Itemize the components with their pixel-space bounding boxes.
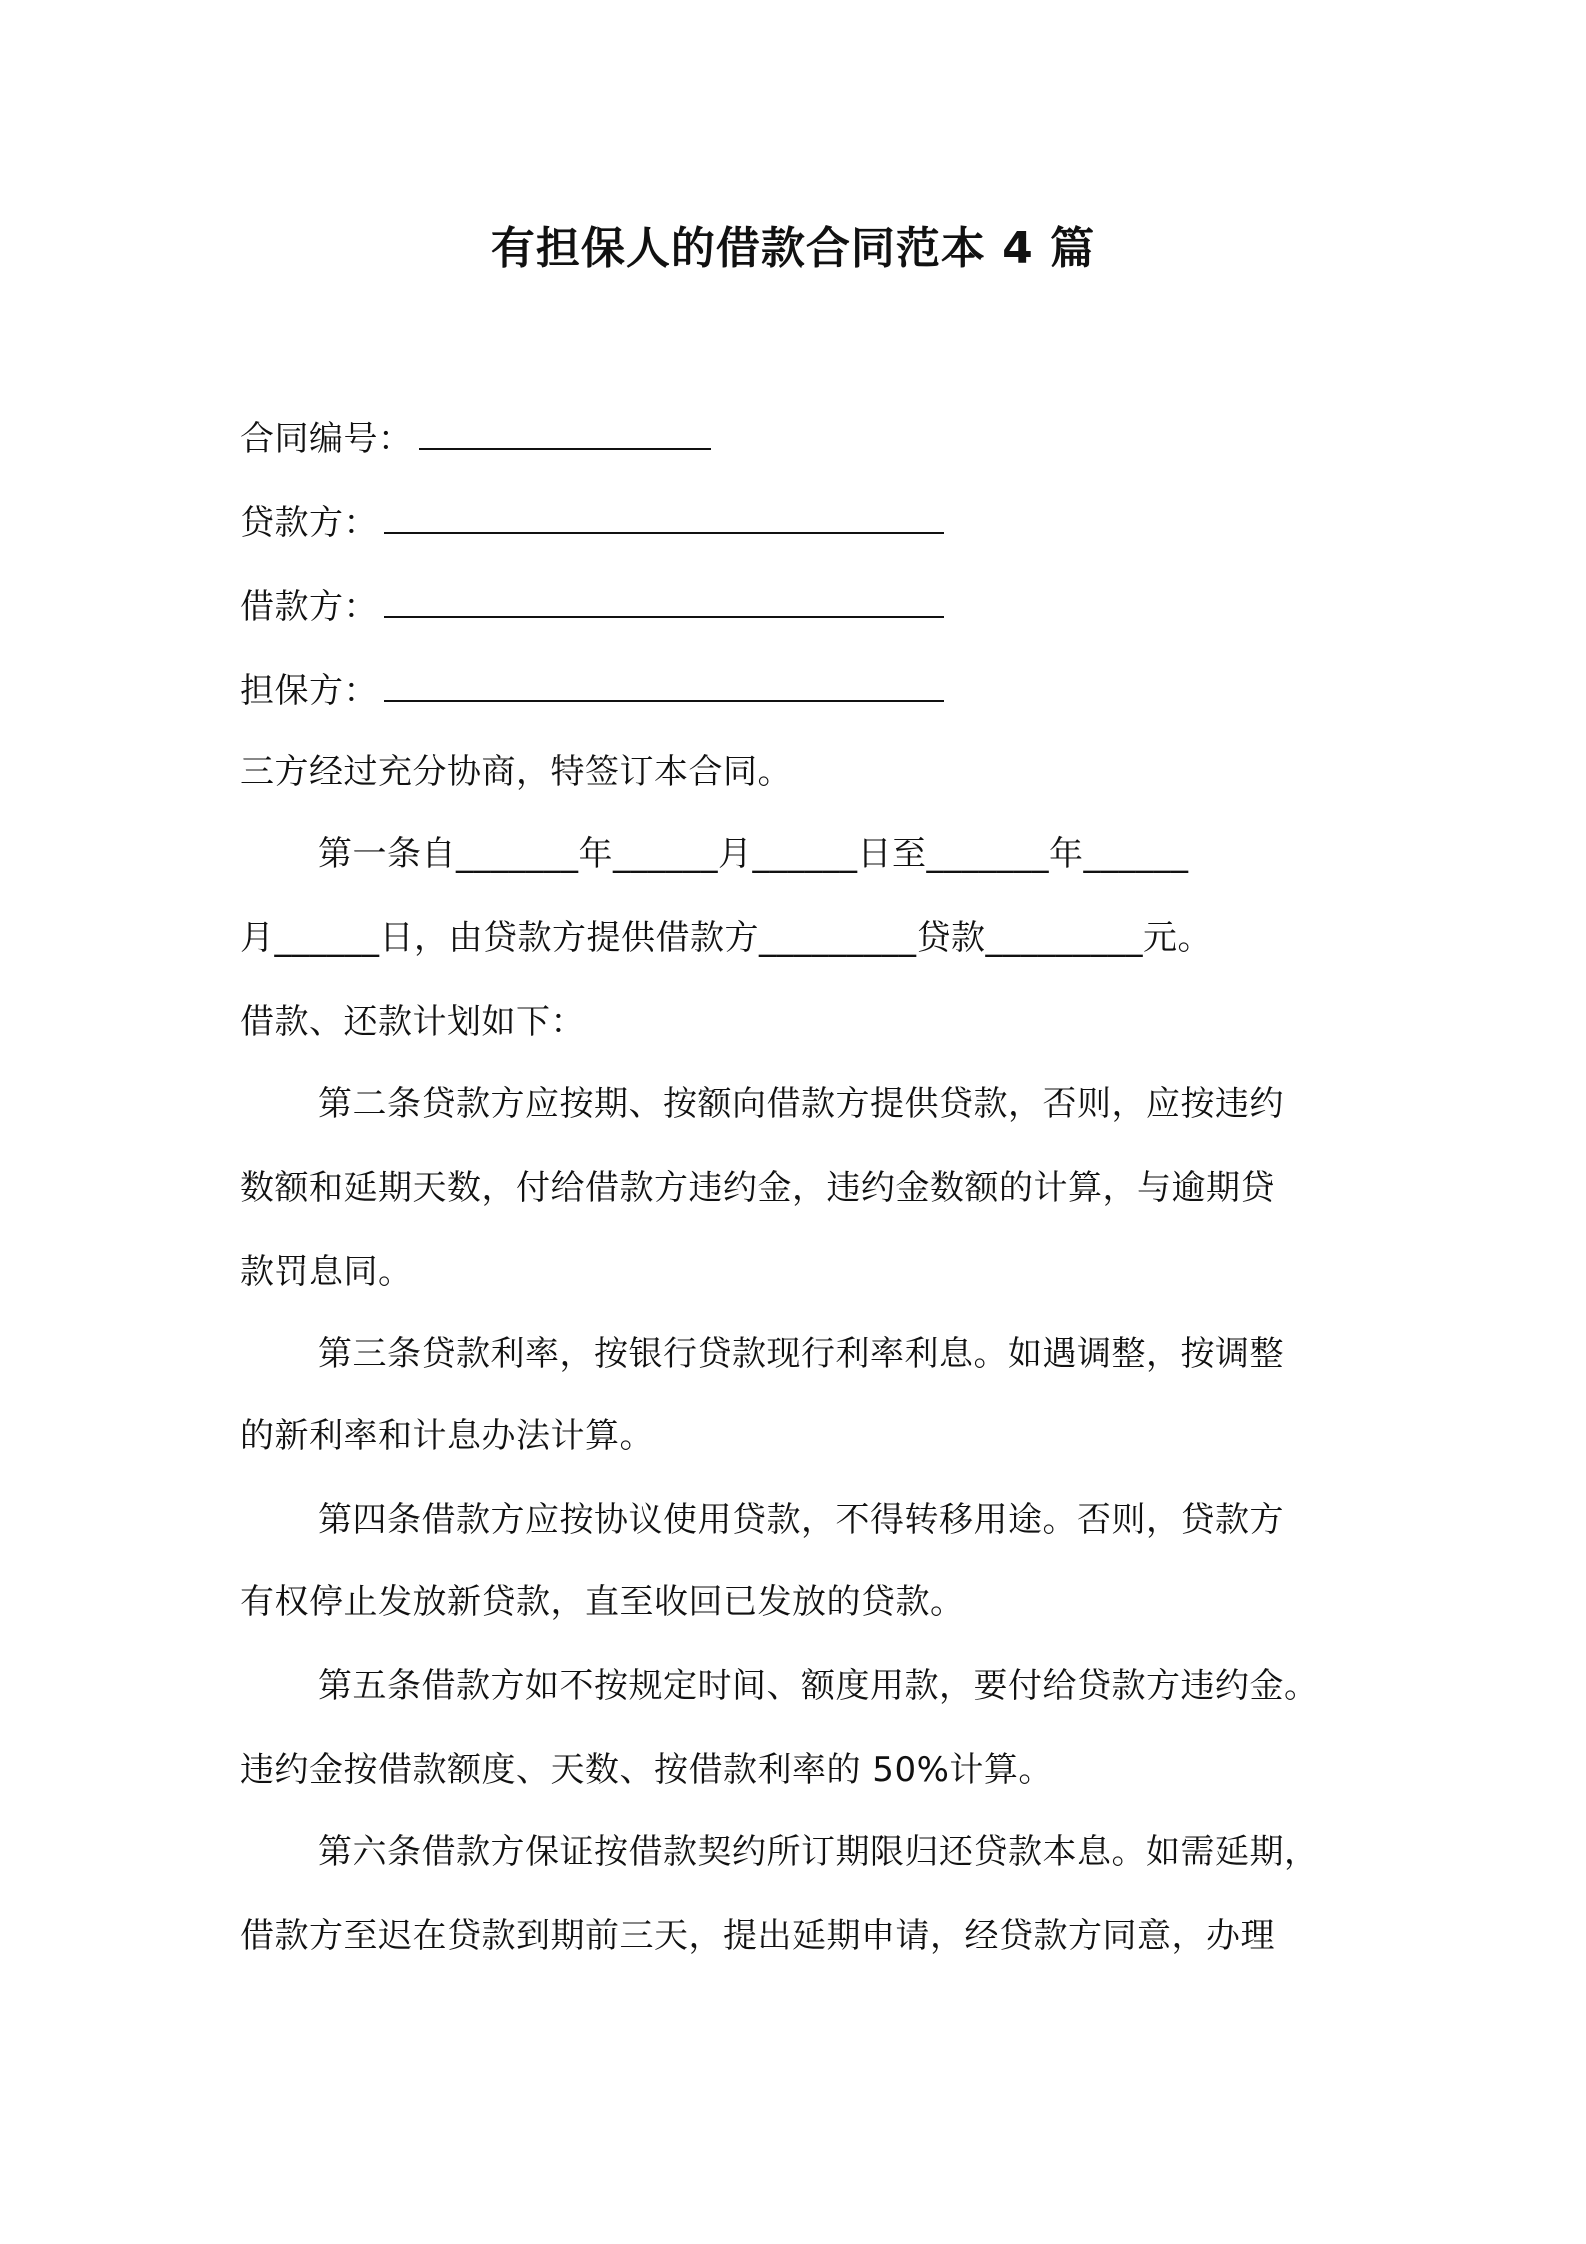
paragraph-line: 违约金按借款额度、天数、按借款利率的 50%计算。 xyxy=(240,1750,1053,1790)
paragraph-line: 第四条借款方应按协议使用贷款，不得转移用途。否则，贷款方 xyxy=(318,1500,1284,1540)
lender-blank[interactable] xyxy=(384,502,944,534)
guarantor-blank[interactable] xyxy=(384,670,944,702)
guarantor-label: 担保方： xyxy=(240,671,378,711)
paragraph-line: 的新利率和计息办法计算。 xyxy=(240,1416,654,1456)
borrower-label: 借款方： xyxy=(240,587,378,627)
paragraph-line: 第六条借款方保证按借款契约所订期限归还贷款本息。如需延期， xyxy=(318,1832,1319,1872)
guarantor-field xyxy=(240,670,944,711)
paragraph-line: 第二条贷款方应按期、按额向借款方提供贷款，否则，应按违约 xyxy=(318,1084,1284,1124)
paragraph-line: 借款方至迟在贷款到期前三天，提出延期申请，经贷款方同意，办理 xyxy=(240,1916,1275,1956)
paragraph-line: 月______日，由贷款方提供借款方_________贷款_________元。 xyxy=(240,918,1212,958)
paragraph-line: 有权停止发放新贷款，直至收回已发放的贷款。 xyxy=(240,1582,965,1622)
paragraph-line: 三方经过充分协商，特签订本合同。 xyxy=(240,752,792,792)
paragraph-line: 第一条自_______年______月______日至_______年______ xyxy=(318,834,1189,874)
paragraph-line: 借款、还款计划如下： xyxy=(240,1002,585,1042)
contract-number-field xyxy=(240,418,711,459)
lender-label: 贷款方： xyxy=(240,503,378,543)
paragraph-line: 数额和延期天数，付给借款方违约金，违约金数额的计算，与逾期贷 xyxy=(240,1168,1275,1208)
document-title: 有担保人的借款合同范本 4 篇 xyxy=(490,223,1096,274)
borrower-field xyxy=(240,586,944,627)
paragraph-line: 第五条借款方如不按规定时间、额度用款，要付给贷款方违约金。 xyxy=(318,1666,1319,1706)
contract-number-label: 合同编号： xyxy=(240,419,413,459)
paragraph-line: 第三条贷款利率，按银行贷款现行利率利息。如遇调整，按调整 xyxy=(318,1334,1284,1374)
contract-number-blank[interactable] xyxy=(419,418,711,450)
borrower-blank[interactable] xyxy=(384,586,944,618)
lender-field xyxy=(240,502,944,543)
paragraph-line: 款罚息同。 xyxy=(240,1252,413,1292)
